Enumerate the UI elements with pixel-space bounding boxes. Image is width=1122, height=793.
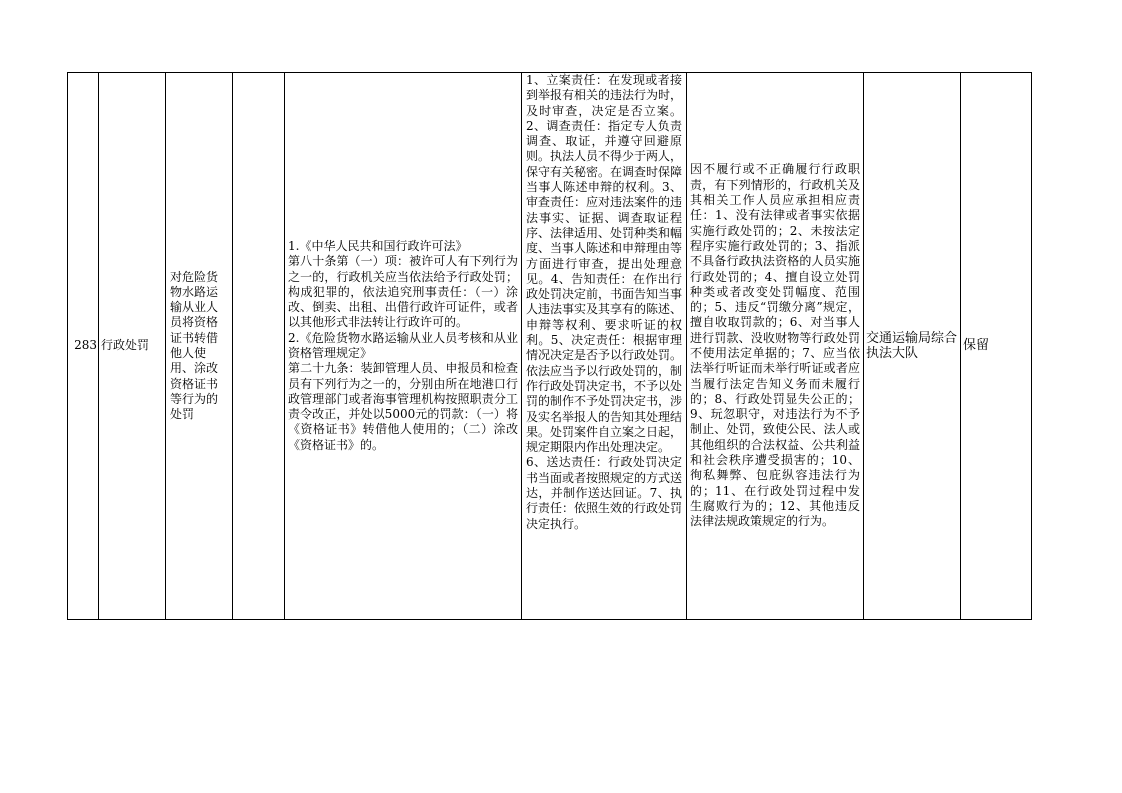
department-cell [864, 73, 961, 620]
row-number: 283 [74, 338, 97, 353]
power-type: 行政处罚 [101, 338, 150, 353]
accountability-cell [687, 73, 864, 620]
accountability-text: 因不履行或不正确履行行政职责，有下列情形的，行政机关及其相关工作人员应承担相应责任：1、没有法律或者事实依据实施行政处罚的；2、未按法定程序实施行政处罚的；3、指派不具备行政执法资格的人员实施行政处罚的；4、擅自设立处罚种类或者改变处罚幅度、范围的；5、违反“罚缴分离”规定，擅自收取罚款的；6、对当事人进行罚款、没收财物等行政处罚不使用法定单据的；7、应当依法举行听证而未举行听证或者应当履行法定告知义务而未履行的；8、行政处罚显失公正的；9、玩忽职守，对违法行为不予制止、处罚，致使公民、法人或其他组织的合法权益、公共利益和社会秩序遭受损害的；10、徇私舞弊、包庇纵容违法行为的；11、在行政处罚过程中发生腐败行为的；12、其他违反法律法规政策规定的行为。 [690, 162, 860, 529]
table-row [68, 73, 1032, 620]
power-list-table [67, 72, 1032, 620]
status-cell [961, 73, 1032, 620]
status: 保留 [963, 338, 990, 354]
responsibility-cell [522, 73, 687, 620]
item-name-cell [166, 73, 233, 620]
power-type-cell [99, 73, 166, 620]
row-number-cell [68, 73, 99, 620]
item-name: 对危险货物水路运输从业人员将资格证书转借他人使用、涂改资格证书等行为的处罚 [170, 269, 219, 422]
sub-item-cell [233, 73, 285, 620]
legal-basis-cell [285, 73, 522, 620]
department: 交通运输局综合执法大队 [866, 330, 958, 361]
responsibility-clip [522, 73, 686, 619]
responsibility-text: 1、立案责任：在发现或者接到举报有相关的违法行为时，及时审查，决定是否立案。2、调查责任：指定专人负责调查、取证，并遵守回避原则。执法人员不得少于两人，保守有关秘密。在调查时保障当事人陈述申辩的权利。3、审查责任：应对违法案件的违法事实、证据、调查取证程序、法律适用、处罚种类和幅度、当事人陈述和申辩理由等方面进行审查，提出处理意见。4、告知责任：在作出行政处罚决定前，书面告知当事人违法事实及其享有的陈述、申辩等权利、要求听证的权利。5、决定责任：根据审理情况决定是否予以行政处罚。依法应当予以行政处罚的，制作行政处罚决定书，不予以处罚的制作不予处罚决定书，涉及实名举报人的告知其处理结果。处罚案件自立案之日起，规定期限内作出处理决定。 6、送达责任：行政处罚决定书当面或者按照规定的方式送达，并制作送达回证。7、执行责任：依照生效的行政处罚决定执行。 [526, 73, 683, 531]
legal-basis: 1.《中华人民共和国行政许可法》 第八十条第（一）项：被许可人有下列行为之一的，行政机关应当依法给予行政处罚；构成犯罪的，依法追究刑事责任：（一）涂改、倒卖、出租、出借行政许可证件，或者以其他形式非法转让行政许可的。 2.《危险货物水路运输从业人员考核和从业资格管理规定》 第二十九条：装卸管理人员、申报员和检查员有下列行为之一的，分别由所在地港口行政管理部门或者海事管理机构按照职责分工责令改正，并处以5000元的罚款：（一）将《资格证书》转借他人使用的；（二）涂改《资格证书》的。 [288, 238, 518, 452]
